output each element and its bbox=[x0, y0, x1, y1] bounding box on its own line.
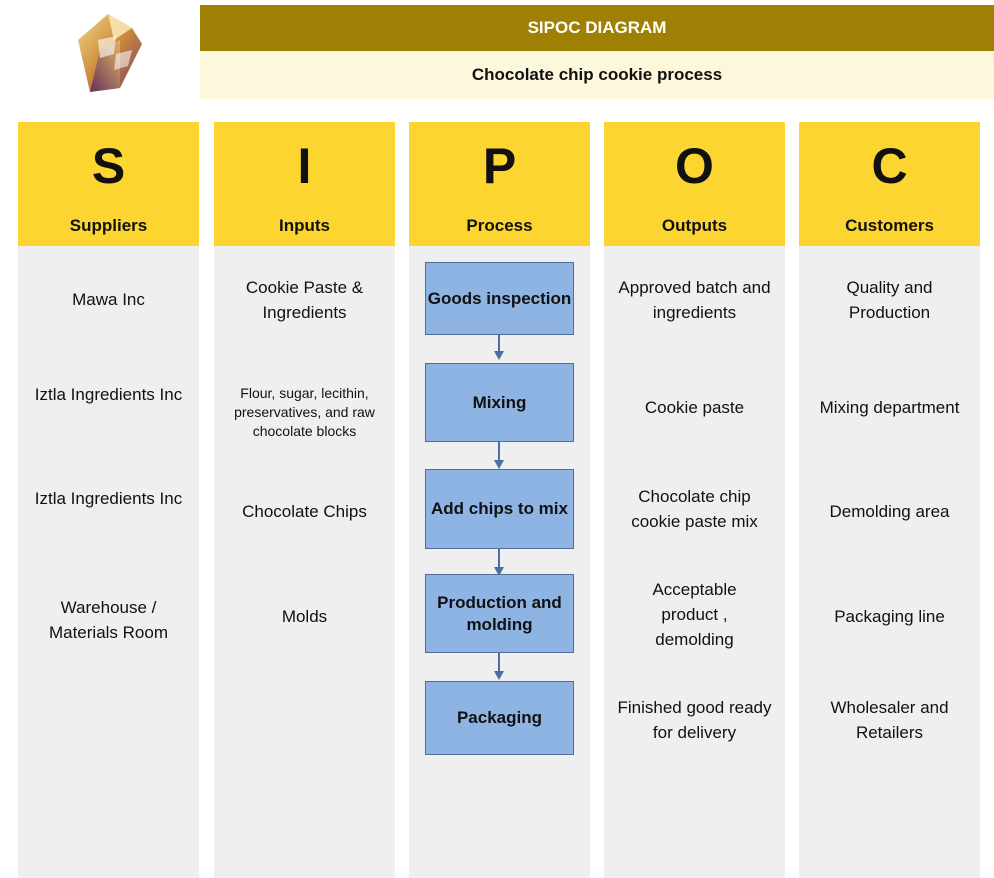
column-title: Process bbox=[466, 216, 533, 235]
customer-item: Mixing department bbox=[819, 398, 960, 417]
column-header bbox=[409, 122, 590, 246]
column-title: Customers bbox=[845, 216, 934, 235]
supplier-item: Mawa Inc bbox=[72, 290, 145, 309]
output-item: Finished good ready for delivery bbox=[617, 698, 772, 742]
supplier-item: Iztla Ingredients Inc bbox=[34, 385, 183, 404]
output-item: Approved batch and ingredients bbox=[618, 278, 771, 322]
supplier-item: Iztla Ingredients Inc bbox=[34, 489, 183, 508]
customer-item: Quality and Production bbox=[846, 278, 933, 322]
customer-item: Wholesaler and Retailers bbox=[830, 698, 949, 742]
logo-icon bbox=[70, 10, 150, 94]
column-process bbox=[409, 122, 590, 878]
column-suppliers bbox=[18, 122, 199, 878]
diagram-subtitle: Chocolate chip cookie process bbox=[200, 51, 994, 99]
column-customers bbox=[799, 122, 980, 878]
column-header bbox=[604, 122, 785, 246]
process-step-box: Production and molding bbox=[425, 574, 574, 653]
column-header bbox=[18, 122, 199, 246]
diagram-title: SIPOC DIAGRAM bbox=[200, 5, 994, 51]
output-item: Chocolate chip cookie paste mix bbox=[631, 487, 758, 531]
customer-item: Demolding area bbox=[829, 502, 950, 521]
customer-item: Packaging line bbox=[834, 607, 945, 626]
column-header bbox=[799, 122, 980, 246]
column-outputs bbox=[604, 122, 785, 878]
input-item: Chocolate Chips bbox=[242, 502, 367, 521]
input-item: Cookie Paste & Ingredients bbox=[245, 278, 364, 322]
column-letter: C bbox=[871, 138, 908, 194]
column-letter: S bbox=[91, 138, 126, 194]
input-item: Molds bbox=[281, 607, 328, 626]
process-step-box: Packaging bbox=[425, 681, 574, 755]
column-title: Outputs bbox=[661, 216, 728, 235]
output-item: Acceptable product , demolding bbox=[652, 580, 737, 649]
column-letter: P bbox=[482, 138, 517, 194]
output-item: Cookie paste bbox=[644, 398, 745, 417]
column-title: Inputs bbox=[279, 216, 330, 235]
process-step-box: Goods inspection bbox=[425, 262, 574, 335]
process-step-box: Add chips to mix bbox=[425, 469, 574, 549]
column-header bbox=[214, 122, 395, 246]
column-title: Suppliers bbox=[69, 216, 148, 235]
process-step-box: Mixing bbox=[425, 363, 574, 442]
column-letter: O bbox=[675, 138, 714, 194]
column-inputs bbox=[214, 122, 395, 878]
input-item: Flour, sugar, lecithin, preservatives, and raw chocolate blocks bbox=[234, 385, 375, 439]
supplier-item: Warehouse / Materials Room bbox=[48, 598, 169, 642]
column-letter: I bbox=[297, 138, 312, 194]
